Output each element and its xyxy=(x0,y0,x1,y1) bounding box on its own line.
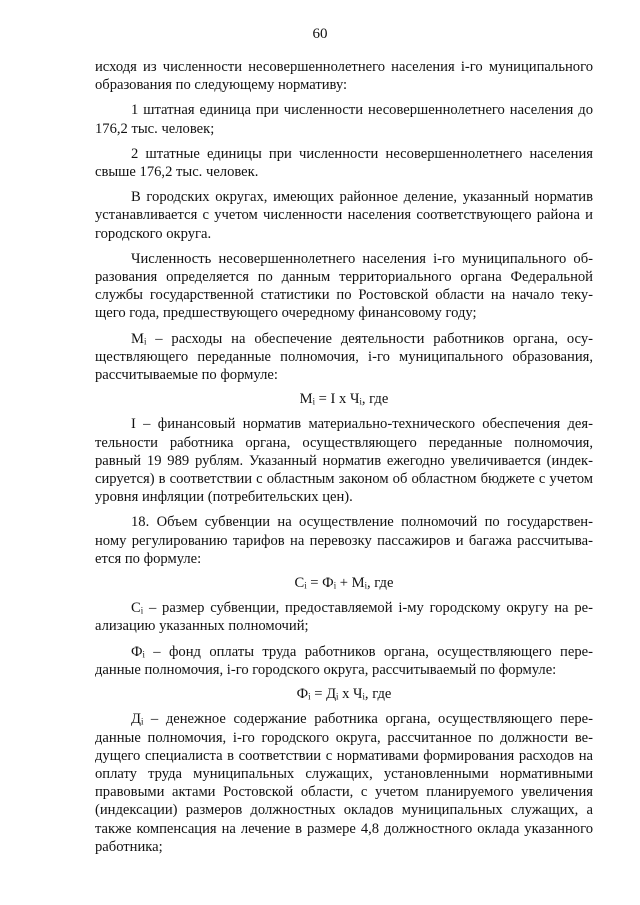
page-number: 60 xyxy=(312,26,328,42)
paragraph-population-source: Численность несовершеннолетнего населения i-го муниципального образования определяется по данным территориального органа Федеральной службы государственной статистики по Ростовской области на начало текущего года, предшествующего очередному финансовому году; xyxy=(95,250,593,322)
formula-m: Мᵢ = I х Чᵢ, где xyxy=(299,391,389,408)
formula-c: Сᵢ = Фᵢ + Мᵢ, где xyxy=(294,575,394,592)
paragraph-m-definition: Мᵢ – расходы на обеспечение деятельности работников органа, осуществляющего переданные полномочия, i-го муниципального образования, рассчитываемые по формуле: xyxy=(95,330,593,384)
formula-f: Фᵢ = Дᵢ х Чᵢ, где xyxy=(296,686,392,703)
paragraph-two-staff-units: 2 штатные единицы при численности несовершеннолетнего населения свыше 176,2 тыс. человек. xyxy=(95,145,593,181)
paragraph-urban-districts: В городских округах, имеющих районное деление, указанный норматив устанавливается с учетом численности населения соответствующего района и городского округа. xyxy=(95,189,593,242)
paragraph-i-definition: I – финансовый норматив материально-технического обеспечения деятельности работника органа, осуществляющего переданные полномочия, равный 19 989 рублям. Указанный норматив ежегодно увеличивается (индексируется) в соответствии с областным законом об областном бюджете с учетом уровня инфляции (потребительских цен). xyxy=(95,416,593,506)
paragraph-item-18: 18. Объем субвенции на осуществление полномочий по государственному регулированию тарифов на перевозку пассажиров и багажа рассчитывается по формуле: xyxy=(95,514,593,567)
paragraph-f-definition: Фᵢ – фонд оплаты труда работников органа, осуществляющего переданные полномочия, i-го городского округа, рассчитываемый по формуле: xyxy=(95,643,593,678)
paragraph-normative-intro: исходя из численности несовершеннолетнего населения i-го муниципального образования по следующему нормативу: xyxy=(95,59,593,94)
paragraph-one-staff-unit: 1 штатная единица при численности несовершеннолетнего населения до 176,2 тыс. человек; xyxy=(95,102,593,137)
document-body xyxy=(95,58,593,856)
paragraph-c-definition: Сᵢ – размер субвенции, предоставляемой i-му городскому округу на реализацию указанных полномочий; xyxy=(95,600,593,635)
paragraph-d-definition: Дᵢ – денежное содержание работника органа, осуществляющего переданные полномочия, i-го городского округа, рассчитанное по должности ведущего специалиста в соответствии с нормативами формирования расходов на оплату труда муниципальных служащих, установленными нормативными правовыми актами Ростовской области, с учетом планируемого увеличения (индексации) размеров должностных окладов муниципальных служащих, а также компенсация на лечение в размере 4,8 должностного оклада указанного работника; xyxy=(95,711,593,855)
